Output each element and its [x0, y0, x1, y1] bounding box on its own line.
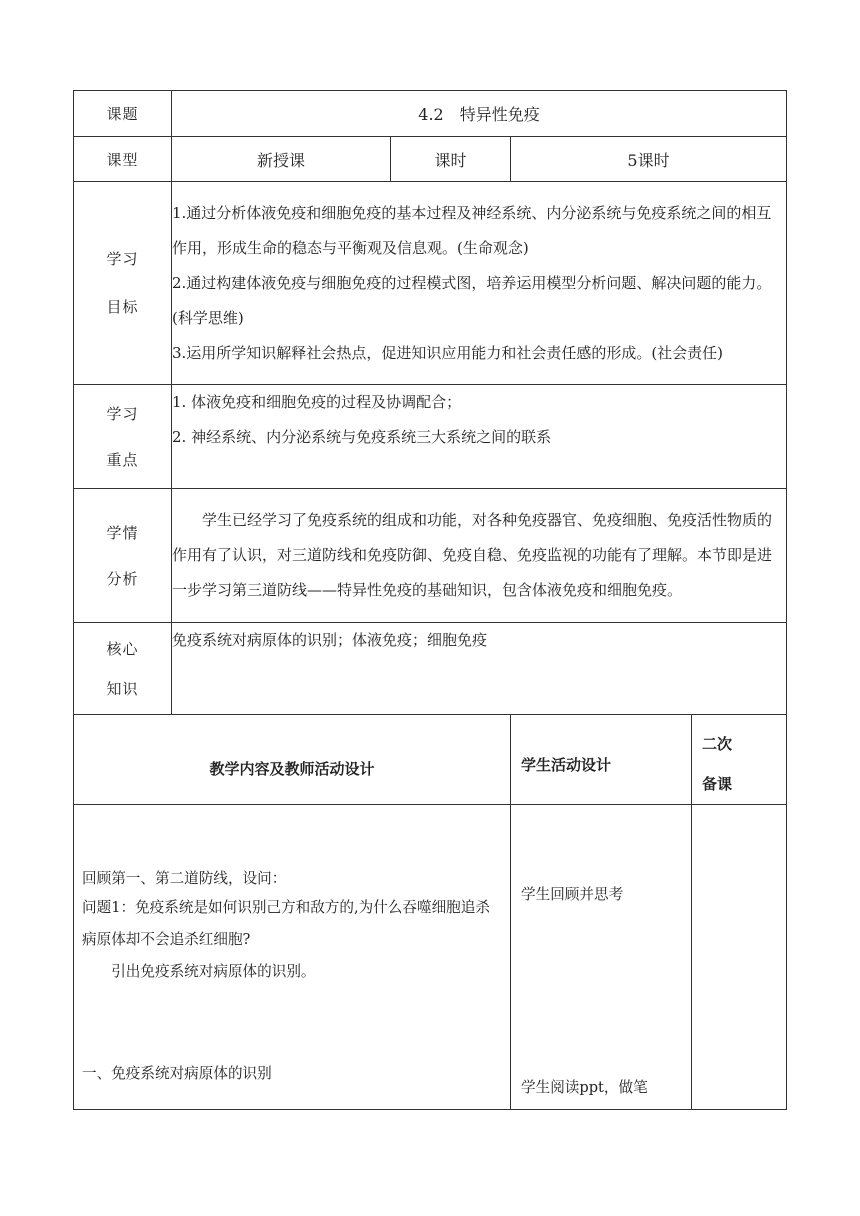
- core-knowledge-content: [172, 623, 787, 715]
- analysis-label: [74, 489, 172, 623]
- objectives-label-line2: 目标: [106, 298, 139, 316]
- key-points-label-line1: 学习: [106, 404, 139, 423]
- student-line: 学生阅读ppt，做笔: [521, 1079, 648, 1096]
- analysis-label-line1: 学情: [106, 523, 139, 542]
- second-prep-line2: 备课: [702, 774, 733, 793]
- lesson-plan-table: [73, 90, 787, 1110]
- analysis-label-line2: 分析: [106, 569, 139, 588]
- objectives-content: [172, 182, 787, 385]
- core-knowledge-label-line2: 知识: [106, 679, 139, 698]
- key-point-item: 2. 神经系统、内分泌系统与免疫系统三大系统之间的联系: [172, 428, 552, 446]
- objective-item: 2.通过构建体液免疫与细胞免疫的过程模式图，培养运用模型分析问题、解决问题的能力。(科学思维): [172, 273, 772, 327]
- topic-row: [74, 91, 787, 137]
- second-prep-line1: 二次: [702, 734, 733, 753]
- student-line: 学生回顾并思考: [521, 886, 624, 903]
- hours-label: 课时: [391, 137, 511, 182]
- teacher-line: 回顾第一、第二道防线，设问：: [82, 869, 287, 887]
- analysis-content: [172, 489, 787, 623]
- teacher-design-content: [74, 805, 511, 1110]
- teacher-line: 一、免疫系统对病原体的识别: [82, 1064, 272, 1082]
- topic-label: 课题: [74, 91, 172, 137]
- objectives-row: [74, 182, 787, 385]
- second-prep-content: [692, 805, 787, 1110]
- key-points-row: [74, 385, 787, 489]
- teacher-design-header: 教学内容及教师活动设计: [74, 715, 511, 805]
- teacher-line: 引出免疫系统对病原体的识别。: [111, 962, 316, 980]
- objective-item: 3.运用所学知识解释社会热点，促进知识应用能力和社会责任感的形成。(社会责任): [172, 343, 724, 362]
- core-knowledge-label-line1: 核心: [106, 639, 139, 658]
- analysis-row: [74, 489, 787, 623]
- core-knowledge-label: [74, 623, 172, 715]
- core-knowledge-row: [74, 623, 787, 715]
- student-design-content: [511, 805, 692, 1110]
- design-body-row: [74, 805, 787, 1110]
- key-points-label-line2: 重点: [106, 450, 139, 469]
- type-label: 课型: [74, 137, 172, 182]
- objective-item: 1.通过分析体液免疫和细胞免疫的基本过程及神经系统、内分泌系统与免疫系统之间的相互作用，形成生命的稳态与平衡观及信息观。(生命观念): [172, 203, 772, 257]
- teacher-line: 问题1：免疫系统是如何识别己方和敌方的,为什么吞噬细胞追杀病原体却不会追杀红细胞?: [82, 898, 490, 948]
- core-knowledge-text: 免疫系统对病原体的识别；体液免疫；细胞免疫: [172, 631, 488, 649]
- type-row: [74, 137, 787, 182]
- objectives-label: [74, 182, 172, 385]
- second-prep-header: [692, 715, 787, 805]
- design-header-row: [74, 715, 787, 805]
- hours-value: 5课时: [511, 137, 787, 182]
- analysis-text: 学生已经学习了免疫系统的组成和功能，对各种免疫器官、免疫细胞、免疫活性物质的作用有了认识，对三道防线和免疫防御、免疫自稳、免疫监视的功能有了理解。本节即是进一步学习第三道防线——特异性免疫的基础知识，包含体液免疫和细胞免疫。: [172, 511, 773, 599]
- topic-value: 4.2 特异性免疫: [172, 91, 787, 137]
- objectives-label-line1: 学习: [106, 250, 139, 268]
- type-value: 新授课: [172, 137, 391, 182]
- key-point-item: 1. 体液免疫和细胞免疫的过程及协调配合；: [172, 393, 462, 411]
- key-points-content: [172, 385, 787, 489]
- student-design-header: 学生活动设计: [511, 715, 692, 805]
- key-points-label: [74, 385, 172, 489]
